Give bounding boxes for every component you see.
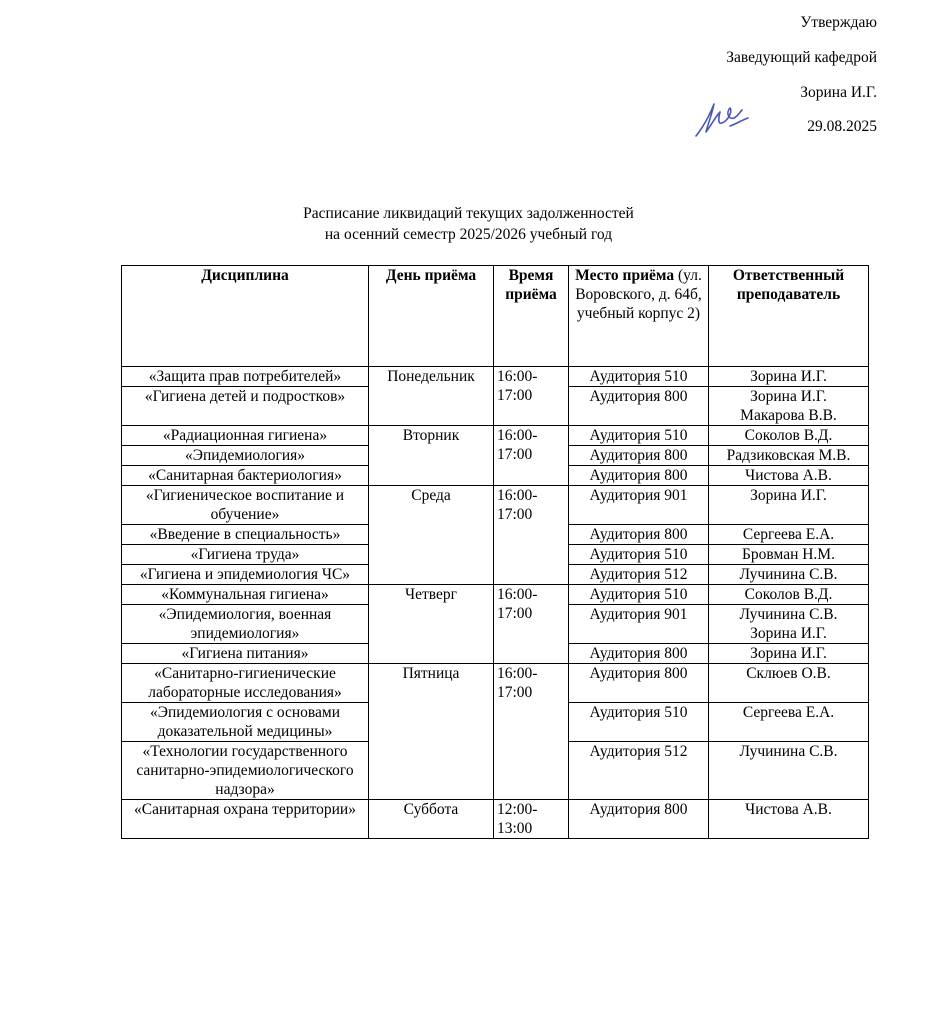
cell-discipline: «Радиационная гигиена» [122,426,369,446]
responsible-name: Лучинина С.В. [739,566,838,583]
responsible-name: Лучинина С.В. [739,606,838,623]
header-day: День приёма [369,266,494,367]
schedule-table [121,265,869,839]
cell-place: Аудитория 800 [569,387,709,426]
cell-place: Аудитория 800 [569,466,709,486]
cell-discipline: «Технологии государственного санитарно-эпидемиологического надзора» [122,742,369,800]
handwritten-signature [690,96,760,142]
table-row [122,664,869,703]
cell-discipline: «Эпидемиология, военная эпидемиология» [122,605,369,644]
cell-responsible [709,466,869,486]
header-place-note: (ул. Воровского, д. 64б, учебный корпус 2) [575,267,702,322]
cell-responsible [709,486,869,525]
cell-place: Аудитория 512 [569,742,709,800]
table-header-row [122,266,869,367]
responsible-name: Зорина И.Г. [750,625,827,642]
responsible-name: Чистова А.В. [745,467,832,484]
cell-responsible [709,525,869,545]
cell-responsible [709,605,869,644]
table-row [122,367,869,387]
responsible-name: Зорина И.Г. [750,487,827,504]
cell-discipline: «Гигиеническое воспитание и обучение» [122,486,369,525]
header-place [569,266,709,367]
cell-place: Аудитория 800 [569,800,709,839]
cell-place: Аудитория 901 [569,605,709,644]
cell-discipline: «Эпидемиология с основами доказательной медицины» [122,703,369,742]
cell-responsible [709,664,869,703]
responsible-name: Соколов В.Д. [744,586,833,603]
cell-responsible [709,585,869,605]
cell-place: Аудитория 800 [569,664,709,703]
cell-responsible [709,565,869,585]
table-row [122,800,869,839]
cell-time: 12:00-13:00 [494,800,569,839]
cell-responsible [709,387,869,426]
cell-discipline: «Гигиена питания» [122,644,369,664]
cell-discipline: «Защита прав потребителей» [122,367,369,387]
cell-day: Понедельник [369,367,494,426]
schedule-body [122,367,869,839]
responsible-name: Склюев О.В. [746,665,831,682]
cell-place: Аудитория 800 [569,446,709,466]
cell-time: 16:00-17:00 [494,585,569,664]
cell-place: Аудитория 901 [569,486,709,525]
header-time: Время приёма [494,266,569,367]
cell-responsible [709,742,869,800]
header-place-title: Место приёма [575,267,675,284]
cell-time: 16:00-17:00 [494,426,569,486]
title-line-1: Расписание ликвидаций текущих задолженностей [303,205,634,222]
responsible-name: Зорина И.Г. [750,645,827,662]
cell-responsible [709,800,869,839]
cell-responsible [709,703,869,742]
cell-place: Аудитория 512 [569,565,709,585]
approval-name: Зорина И.Г. [800,84,877,101]
cell-responsible [709,426,869,446]
responsible-name: Зорина И.Г. [750,388,827,405]
cell-discipline: «Введение в специальность» [122,525,369,545]
cell-time: 16:00-17:00 [494,367,569,426]
cell-discipline: «Гигиена детей и подростков» [122,387,369,426]
responsible-name: Сергеева Е.А. [742,704,835,721]
cell-time: 16:00-17:00 [494,486,569,585]
table-row [122,426,869,446]
cell-responsible [709,644,869,664]
responsible-name: Лучинина С.В. [739,743,838,760]
approval-approve: Утверждаю [800,14,877,31]
cell-place: Аудитория 800 [569,644,709,664]
responsible-name: Бровман Н.М. [742,546,835,563]
cell-day: Вторник [369,426,494,486]
cell-responsible [709,446,869,466]
cell-discipline: «Эпидемиология» [122,446,369,466]
cell-place: Аудитория 510 [569,703,709,742]
cell-discipline: «Санитарная бактериология» [122,466,369,486]
cell-responsible [709,545,869,565]
responsible-name: Макарова В.В. [740,407,837,424]
cell-time: 16:00-17:00 [494,664,569,800]
table-row [122,486,869,525]
cell-place: Аудитория 510 [569,585,709,605]
title-line-2: на осенний семестр 2025/2026 учебный год [324,226,613,243]
header-responsible: Ответственный преподаватель [709,266,869,367]
cell-place: Аудитория 510 [569,426,709,446]
cell-discipline: «Санитарно-гигиенические лабораторные исследования» [122,664,369,703]
cell-day: Среда [369,486,494,585]
approval-position: Заведующий кафедрой [726,49,877,66]
cell-place: Аудитория 510 [569,367,709,387]
table-row [122,585,869,605]
cell-discipline: «Санитарная охрана территории» [122,800,369,839]
responsible-name: Зорина И.Г. [750,368,827,385]
responsible-name: Чистова А.В. [745,801,832,818]
cell-responsible [709,367,869,387]
responsible-name: Соколов В.Д. [744,427,833,444]
cell-place: Аудитория 510 [569,545,709,565]
cell-place: Аудитория 800 [569,525,709,545]
cell-discipline: «Гигиена труда» [122,545,369,565]
cell-day: Пятница [369,664,494,800]
responsible-name: Радзиковская М.В. [726,447,851,464]
header-discipline: Дисциплина [122,266,369,367]
cell-discipline: «Коммунальная гигиена» [122,585,369,605]
approval-date: 29.08.2025 [807,118,877,135]
cell-day: Четверг [369,585,494,664]
document-title [0,203,937,245]
responsible-name: Сергеева Е.А. [742,526,835,543]
cell-day: Суббота [369,800,494,839]
cell-discipline: «Гигиена и эпидемиология ЧС» [122,565,369,585]
